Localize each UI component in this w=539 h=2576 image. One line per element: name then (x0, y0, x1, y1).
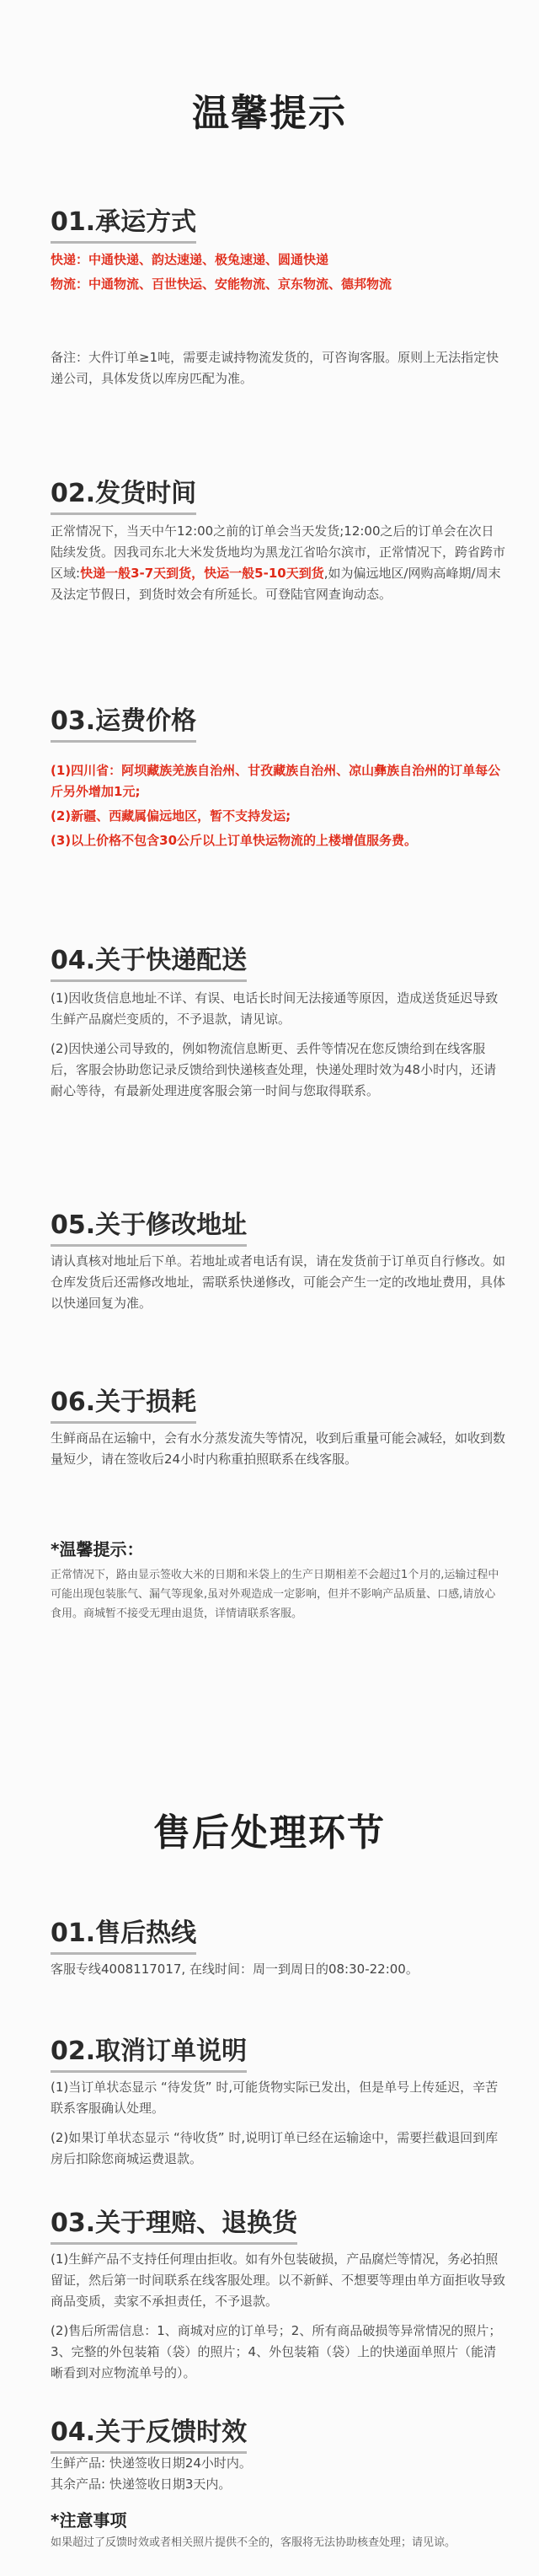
hotline-text: 客服专线4008117017, 在线时间：周一到周日的08:30-22:00。 (51, 1962, 419, 1977)
address-text: 请认真核对地址后下单。若地址或者电话有误，请在发货前于订单页自行修改。如仓库发货后还需修改地址，需联系快递修改，可能会产生一定的改地址费用，具体以快递回复为准。 (51, 1253, 506, 1311)
delivery-text-b: ,如为偏远地区/网购高峰期/周末及法定节假日，到货时效会有所延长。可登陆官网查询动态。 (51, 566, 501, 602)
delivery-text-a: 正常情况下，当天中午12:00之前的订单会当天发货;12:00之后的订单会在次日陆续发货。因我司东北大米发货地均为黑龙江省哈尔滨市，正常情况下，跨省跨市区域: (51, 523, 506, 581)
heading-claims: 03.关于理赔、退换货 (51, 2202, 297, 2245)
heading-loss: 06.关于损耗 (51, 1381, 196, 1424)
address-content (51, 1251, 505, 1314)
delivery-time-content (51, 521, 505, 605)
price-rule-3: (3)以上价格不包含30公斤以上订单快运物流的上楼增值服务费。 (51, 833, 418, 848)
heading-delivery-time: 02.发货时间 (51, 472, 196, 515)
cancel-p2: (2)如果订单状态显示 “待收货” 时,说明订单已经在运输途中，需要拦截退回到库房后扣除您商城运费退款。 (51, 2130, 499, 2166)
claims-p2: (2)售后所需信息：1、商城对应的订单号；2、所有商品破损等异常情况的照片；3、完整的外包装箱（袋）的照片；4、外包装箱（袋）上的快递面单照片（能清晰看到对应物流单号的）。 (51, 2323, 502, 2380)
logistics-carriers: 物流：中通物流、百世快运、安能物流、京东物流、德邦物流 (51, 276, 392, 292)
heading-cancel-order: 02.取消订单说明 (51, 2030, 247, 2073)
reminder-box (51, 1536, 505, 1623)
shipping-price-content (51, 760, 505, 851)
feedback-other: 其余产品: 快递签收日期3天内。 (51, 2477, 232, 2492)
feedback-content (51, 2453, 505, 2495)
cancel-p1: (1)当订单状态显示 “待发货” 时,可能货物实际已发出，但是单号上传延迟，辛苦联系客服确认处理。 (51, 2080, 499, 2116)
loss-text: 生鲜商品在运输中，会有水分蒸发流失等情况，收到后重量可能会减轻，如收到数量短少，请在签收后24小时内称重拍照联系在线客服。 (51, 1430, 506, 1467)
shipping-note (51, 347, 505, 389)
courier-p1: (1)因收货信息地址不详、有误、电话长时间无法接通等原因，造成送货延迟导致生鲜产品腐烂变质的，不予退款，请见谅。 (51, 990, 499, 1027)
delivery-highlight: 快递一般3-7天到货，快运一般5-10天到货 (80, 566, 324, 581)
notice-text: 如果超过了反馈时效或者相关照片提供不全的，客服将无法协助核查处理；请见谅。 (51, 2536, 456, 2549)
notice-heading: *注意事项 (51, 2510, 127, 2530)
feedback-fresh: 生鲜产品: 快递签收日期24小时内。 (51, 2455, 252, 2471)
delivery-time-text (51, 521, 505, 605)
heading-shipping-price: 03.运费价格 (51, 700, 196, 743)
express-carriers: 快递：中通快递、韵达速递、极兔速递、圆通快递 (51, 252, 329, 267)
hotline-content (51, 1959, 505, 1980)
heading-address: 05.关于修改地址 (51, 1204, 247, 1247)
courier-p2: (2)因快递公司导致的，例如物流信息断更、丢件等情况在您反馈给到在线客服后，客服会协助您记录反馈给到快递核查处理，快递处理时效为48小时内，还请耐心等待，有最新处理进度客服会第一时间与您取得联系。 (51, 1041, 497, 1098)
shipping-method-content (51, 250, 505, 295)
page-title-after-sales: 售后处理环节 (153, 1811, 386, 1854)
loss-content (51, 1428, 505, 1470)
reminder-text: 正常情况下，路由显示签收大米的日期和米袋上的生产日期相差不会超过1个月的,运输过程中可能出现包装胀气、漏气等现象,虽对外观造成一定影响，但并不影响产品质量、口感,请放心食用。商城暂不接受无理由退货，详情请联系客服。 (51, 1569, 499, 1620)
price-rule-2: (2)新疆、西藏属偏远地区，暂不支持发运; (51, 808, 291, 824)
notice-box (51, 2507, 505, 2552)
price-rule-1: (1)四川省：阿坝藏族羌族自治州、甘孜藏族自治州、凉山彝族自治州的订单每公斤另外增加1元; (51, 763, 501, 799)
shipping-note-text: 备注：大件订单≥1吨，需要走诚持物流发货的，可咨询客服。原则上无法指定快递公司，具体发货以库房匹配为准。 (51, 350, 499, 386)
reminder-heading: *温馨提示： (51, 1539, 144, 1559)
heading-courier: 04.关于快递配送 (51, 939, 247, 982)
cancel-order-content (51, 2077, 505, 2170)
courier-content (51, 988, 505, 1102)
page-title-tips: 温馨提示 (192, 92, 347, 135)
claims-content (51, 2249, 505, 2384)
claims-p1: (1)生鲜产品不支持任何理由拒收。如有外包装破损，产品腐烂等情况，务必拍照留证，然后第一时间联系在线客服处理。以不新鲜、不想要等理由单方面拒收导致商品变质，卖家不承担责任，不予退款。 (51, 2251, 506, 2309)
heading-feedback: 04.关于反馈时效 (51, 2411, 247, 2454)
heading-shipping-method: 01.承运方式 (51, 201, 196, 244)
heading-hotline: 01.售后热线 (51, 1912, 196, 1955)
